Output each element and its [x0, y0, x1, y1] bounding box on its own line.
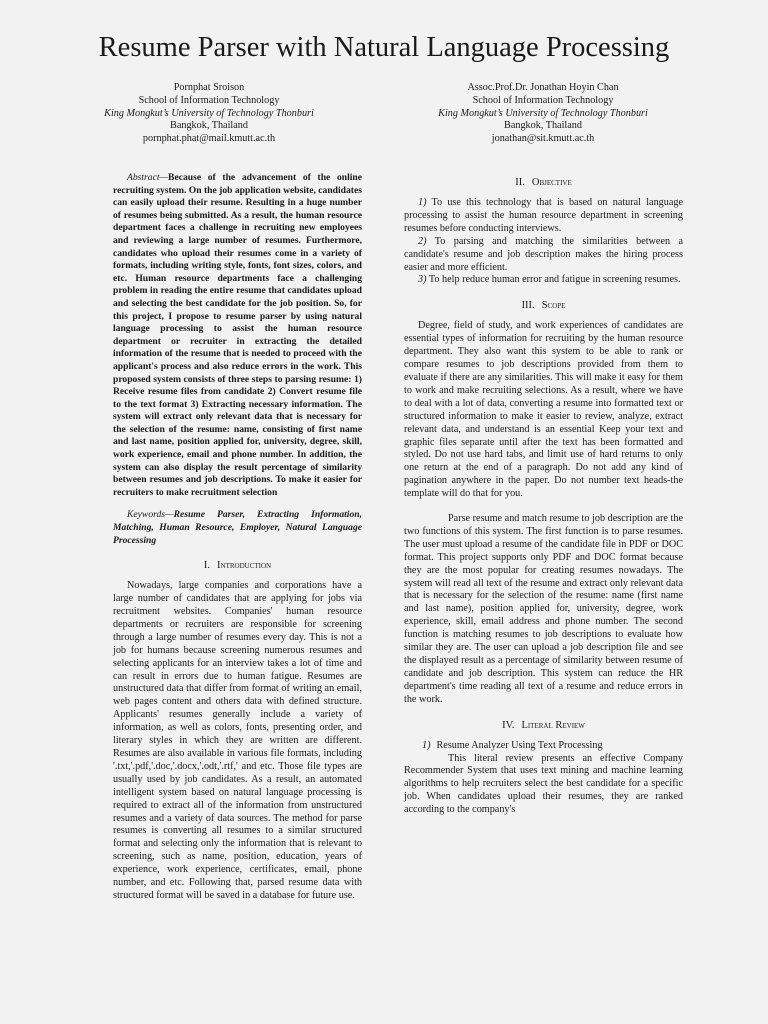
objective-item-2	[404, 236, 683, 275]
section-title: Literal Review	[521, 719, 585, 731]
objective-text: To help reduce human error and fatigue in screening resumes.	[428, 274, 681, 286]
section-number: IV.	[502, 719, 515, 731]
author-city: Bangkok, Thailand	[504, 120, 582, 132]
abstract-text: Because of the advancement of the online recruiting system. On the job application website, candidates can easily upload their resume. Resulting in a huge number of resumes being submitted. As a result, the human resource department faces a challenge in recruiting new employees and reviewing a large number of resumes. Furthermore, candidates who upload their resumes come in a variety of formats, including writing style, fonts, font sizes, colors, and etc. Human resource departments face a challenging problem in reading the entire resume that candidates upload and selecting the best candidate for the job position. So, for this project, I propose to resume parser by using natural language processing to assist the human resource department or recruiter in extracting the detailed information of the resume that is needed to proceed with the applicant's process and also reduce errors in the work. This proposed system consists of three steps to parsing resume: 1) Receive resume files from candidate 2) Convert resume file to the text format 3) Extracting necessary information. The system will extract only relevant data that is necessary for the selection of the resume: name, consisting of first name and last name, position applied for, university, degree, skill, work experience, email and phone number. In addition, the system can also display the result percentage of similarity between resumes and job descriptions. To make it easier for recruiters to make recruitment selection	[113, 172, 362, 498]
abstract	[113, 172, 362, 499]
left-column	[113, 172, 362, 903]
objective-number: 2)	[418, 235, 427, 247]
objective-text: To parsing and matching the similarities between a candidate's resume and job description makes the hiring process easier and more efficient.	[404, 235, 683, 273]
author-department: School of Information Technology	[472, 94, 614, 106]
author-university: King Mongkut’s University of Technology Thonburi	[104, 107, 314, 119]
author-block-1	[49, 82, 369, 146]
subsection-title: Resume Analyzer Using Text Processing	[436, 739, 603, 751]
objective-item-1	[404, 197, 683, 236]
keywords-text: Resume Parser, Extracting Information, Matching, Human Resource, Employer, Natural Language Processing	[113, 509, 362, 546]
section-heading-scope	[404, 299, 683, 312]
author-name: Pornphat Sroison	[173, 82, 245, 93]
scope-paragraph-2: Parse resume and match resume to job description are the two functions of this system. The first function is to parse resumes. The user must upload a resume of the candidate file in PDF or DOC format. This project supports only PDF and DOC format because they are the most popular for creating resumes nowadays. The system will read all text of the resume and extract only relevant data that is necessary for the selection of the resume: name (first name and last name), position applied for, university, degree, work experience, skill, email address and phone number. The second function is matching resumes to job descriptions to evaluate how similar they are. The user can upload a job description file and see the displayed result as a percentage of similarity between resume of candidate and job description. This system can reduce the HR department's time reading all text of a resume and reduce errors in the work.	[404, 513, 683, 705]
author-email: jonathan@sit.kmutt.ac.th	[491, 133, 595, 145]
author-department: School of Information Technology	[138, 94, 280, 106]
objective-item-3	[404, 274, 683, 287]
author-block-2	[383, 82, 703, 146]
section-title: Scope	[541, 300, 566, 312]
scope-paragraph-1: Degree, field of study, and work experiences of candidates are essential types of information for recruiting by the human resource department. They also want this system to be able to rank or compare resumes to job descriptions provided from them to evaluate if there are any similarities. This will make it easy for them to work and make recruiting selections. As a result, where we have to deal with a lot of data, converting a resume into formatted text or structured information to make it easier to review, analyze, extract relevant data, and understand is an essential Keep your text and graphic files separate until after the text has been formatted and styled. Do not use hard tabs, and limit use of hard returns to only one return at the end of a paragraph. Do not add any kind of pagination anywhere in the paper. Do not number text heads-the template will do that for you.	[404, 320, 683, 500]
author-university: King Mongkut’s University of Technology Thonburi	[438, 107, 648, 119]
section-number: I.	[203, 560, 211, 572]
subsection-heading	[422, 740, 683, 753]
literal-review-paragraph: This literal review presents an effective Company Recommender System that uses text mining and machine learning algorithms to help recruiters select the best candidate for a specific job. When candidates upload their resumes, they are ranked according to the company's	[404, 752, 683, 816]
author-name: Assoc.Prof.Dr. Jonathan Hoyin Chan	[467, 82, 619, 93]
author-email: pornphat.phat@mail.kmutt.ac.th	[142, 133, 276, 145]
author-city: Bangkok, Thailand	[170, 120, 248, 132]
section-number: III.	[521, 300, 535, 312]
section-heading-introduction	[113, 559, 362, 572]
objective-text: To use this technology that is based on natural language processing to assist the human resource department in screening resumes before conducting interviews.	[404, 197, 683, 234]
right-column	[404, 176, 683, 817]
introduction-paragraph: Nowadays, large companies and corporations have a large number of candidates that are applying for jobs via recruitment websites. Companies' human resource departments or recruiters are responsible for screening through a large number of resumes every day. This is not a job for humans because screening numerous resumes and selecting applicants for an interview takes a lot of time and can result in errors due to human fatigue. Resumes are unstructured data that differ from format of writing an email, web pages content and others data with defined structure. Applicants' resumes generally include a variety of information, as well as colors, fonts, presenting order, and literary styles in which they are written are different. Resumes are also available in various file formats, including '.txt,'.pdf,'.doc,'.docx,'.odt,'.rtf,' and etc. Those file types are usually used by job candidates. As a result, an automated intelligent system based on natural language processing is required to extract all of the information from unstructured resumes and a variety of data sources. The method for parse resumes is converting all resumes to a similar structured format and selecting only the information that is relevant to screening, such as name, position, education, years of experience, work experience, certificates, email, phone number, and etc. Following that, parsed resume data with structured format will be saved in a database for future use.	[113, 580, 362, 901]
keywords	[113, 509, 362, 547]
subsection-number: 1)	[422, 739, 431, 751]
objective-number: 1)	[418, 197, 427, 208]
objective-number: 3)	[418, 274, 427, 286]
keywords-label: Keywords—	[127, 509, 174, 521]
abstract-label: Abstract—	[127, 172, 169, 183]
section-heading-literal-review	[404, 719, 683, 732]
section-number: II.	[515, 177, 525, 188]
section-title: Introduction	[217, 560, 272, 572]
paper-title: Resume Parser with Natural Language Processing	[98, 32, 670, 63]
section-heading-objective	[404, 176, 683, 189]
section-title: Objective	[531, 177, 572, 188]
